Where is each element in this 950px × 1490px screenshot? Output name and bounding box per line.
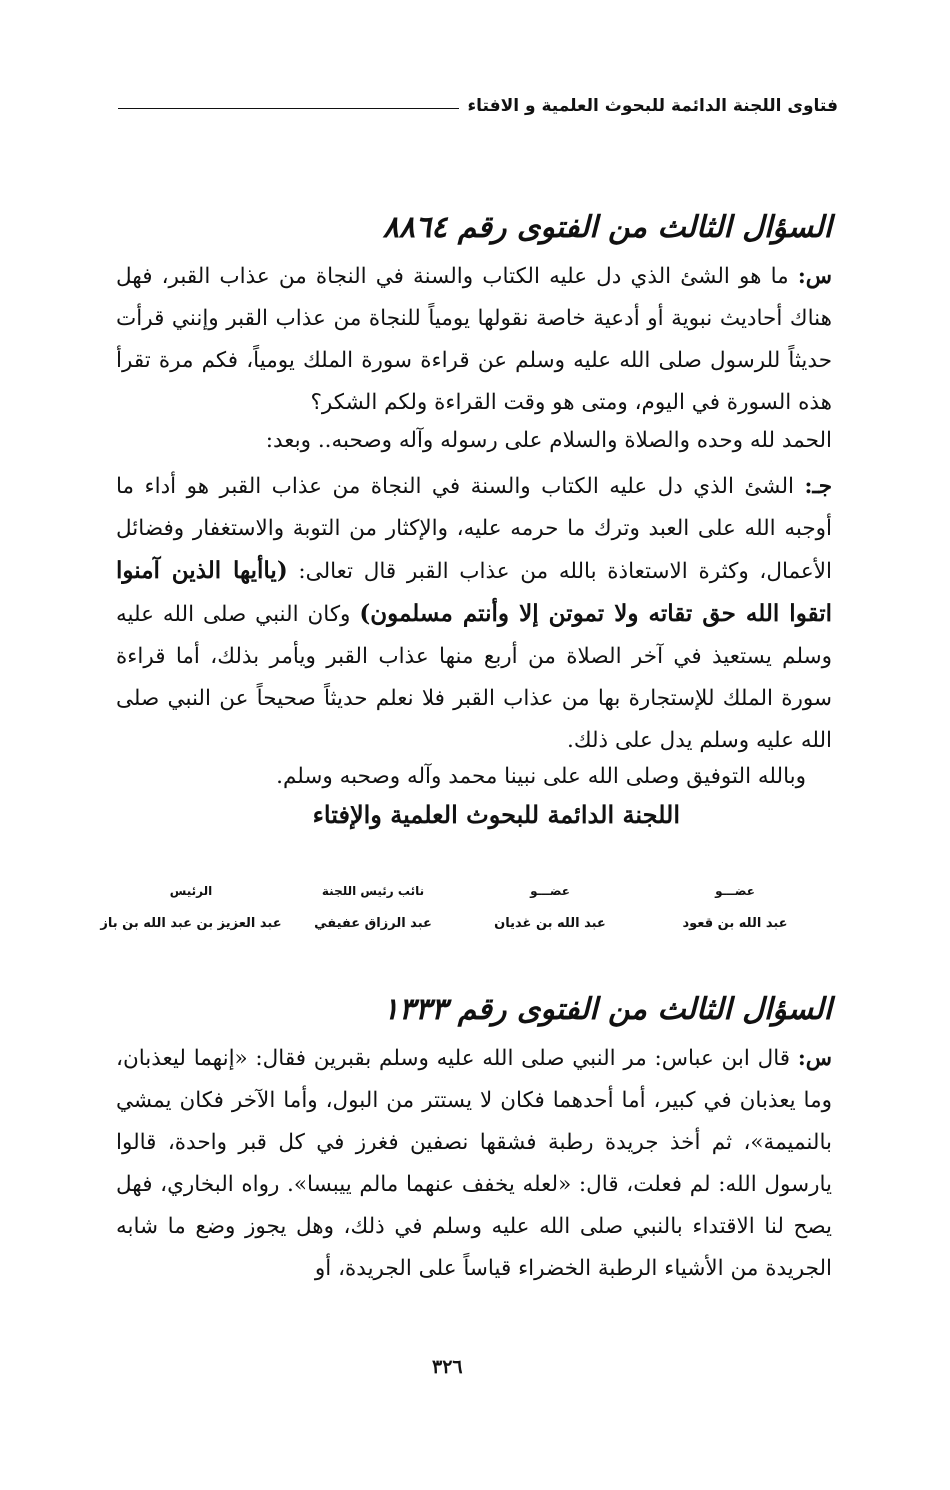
fatwa2-heading: السؤال الثالث من الفتوى رقم ١٣٣٣ xyxy=(382,992,832,1027)
signature-name: عبد الله بن غديان xyxy=(494,916,606,931)
question-text: قال ابن عباس: مر النبي صلى الله عليه وسلم بقبرين فقال: «إنهما ليعذبان، وما يعذبان في كبير، أما أحدهما فكان لا يستتر من البول، وأما الآخر فكان يمشي بالنميمة»، ثم أخذ جريدة رطبة فشقها نصفين فغرز في كل قبر واحدة، قالوا يارسول الله: لم فعلت، قال: «لعله يخفف عنهما مالم ييبسا». رواه البخاري، فهل يصح لنا الاقتداء بالنبي صلى الله عليه وسلم في ذلك، وهل يجوز وضع ما شابه الجريدة من الأشياء الرطبة الخضراء قياساً على الجريدة، أو xyxy=(116,1046,832,1281)
committee-name: اللجنة الدائمة للبحوث العلمية والإفتاء xyxy=(312,800,680,829)
fatwa1-answer xyxy=(116,466,832,762)
signature-president xyxy=(96,884,286,931)
signature-member-1 xyxy=(480,884,620,931)
signature-member-2 xyxy=(670,884,800,931)
signature-role: نائب رئيس اللجنة xyxy=(321,884,425,898)
running-head xyxy=(118,96,838,116)
fatwa1-question xyxy=(116,256,832,424)
signature-role: عضـــو xyxy=(715,884,755,898)
signature-name: عبد الرزاق عفيفي xyxy=(314,916,432,931)
fatwa1-opening: الحمد لله وحده والصلاة والسلام على رسوله وآله وصحبه.. وبعد: xyxy=(265,428,832,453)
fatwa1-heading: السؤال الثالث من الفتوى رقم ٨٨٦٤ xyxy=(382,210,832,245)
question-label: س: xyxy=(797,264,832,289)
page-number: ٣٢٦ xyxy=(432,1356,463,1378)
fatwa1-closing: وبالله التوفيق وصلى الله على نبينا محمد وآله وصحبه وسلم. xyxy=(276,764,806,789)
signature-role: الرئيس xyxy=(169,884,213,898)
signature-name: عبد الله بن قعود xyxy=(682,916,788,931)
running-head-rule xyxy=(118,108,459,109)
answer-text-2: وكان النبي صلى الله عليه وسلم يستعيذ في آخر الصلاة من أربع منها عذاب القبر ويأمر بذلك، أما قراءة سورة الملك للإستجارة بها من عذاب القبر فلا نعلم حديثاً صحيحاً عن النبي صلى الله عليه وسلم يدل على ذلك. xyxy=(116,602,832,753)
question-label: س: xyxy=(797,1046,832,1071)
running-head-title: فتاوى اللجنة الدائمة للبحوث العلمية و الافتاء xyxy=(467,96,838,116)
signature-name: عبد العزيز بن عبد الله بن باز xyxy=(100,916,282,931)
signature-role: عضـــو xyxy=(530,884,570,898)
fatwa2-question xyxy=(116,1038,832,1290)
answer-label: جـ: xyxy=(804,474,832,499)
signature-vice-president xyxy=(298,884,448,931)
quran-verse: (ياأيها الذين آمنوا اتقوا الله حق تقاته ولا تموتن إلا وأنتم مسلمون) xyxy=(116,557,833,627)
question-text: ما هو الشئ الذي دل عليه الكتاب والسنة في النجاة من عذاب القبر، فهل هناك أحاديث نبوية أو أدعية خاصة نقولها يومياً للنجاة من عذاب القبر وإنني قرأت حديثاً للرسول صلى الله عليه وسلم عن قراءة سورة الملك يومياً، فكم مرة تقرأ هذه السورة في اليوم، ومتى هو وقت القراءة ولكم الشكر؟ xyxy=(116,264,832,415)
answer-text-1: الشئ الذي دل عليه الكتاب والسنة في النجاة من عذاب القبر هو أداء ما أوجبه الله على العبد وترك ما حرمه عليه، والإكثار من التوبة والاستغفار وفضائل الأعمال، وكثرة الاستعاذة بالله من عذاب القبر قال تعالى: xyxy=(116,474,832,584)
